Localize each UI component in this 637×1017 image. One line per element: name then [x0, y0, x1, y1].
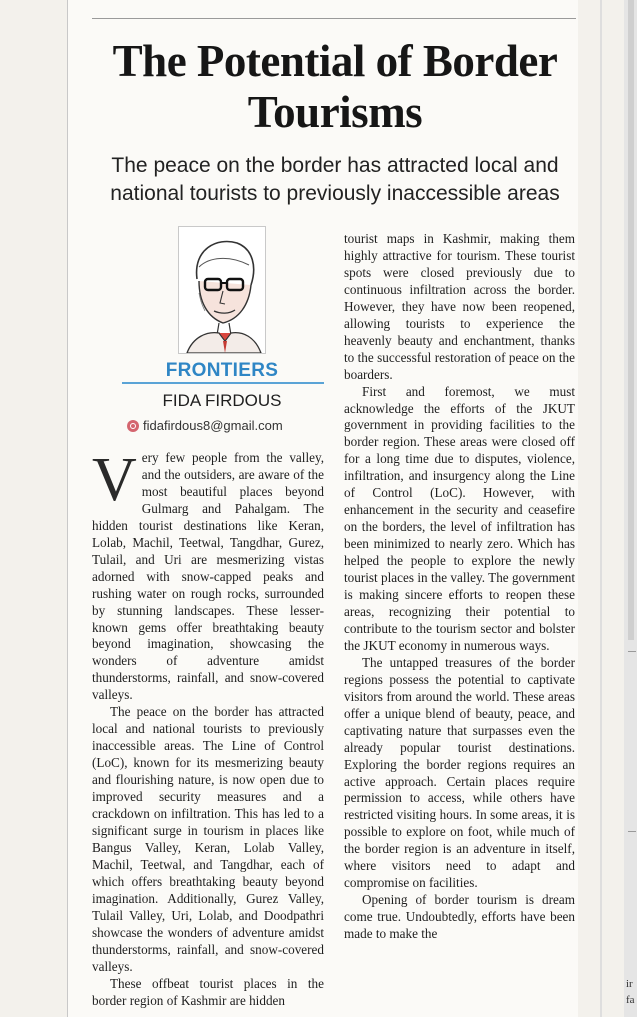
paragraph-text: ery few people from the valley, and the outsiders, are aware of the most beautiful places beyond Gulmarg and Pahalgam. The hidden tourist destinations like Keran, Lolab, Machil, Teetwal, Tangdhar, Gurez, Tulail, and Uri are mesmerizing vistas adorned with snow-capped peaks and rushing water on rough rocks, surrounded by stunning landscapes. These lesser-known gems offer breathtaking beauty beyond imagination, showcasing the wonders of adventure amidst thunderstorms, rainfall, and snow-covered valleys. — [92, 450, 324, 703]
portrait-sketch — [179, 227, 265, 353]
adjacent-dash — [628, 831, 636, 832]
adjacent-text-fragment: fa — [626, 994, 635, 1006]
deck-subheadline: The peace on the border has attracted local and national tourists to previously inaccessible areas — [110, 154, 560, 205]
adjacent-page-edge — [624, 0, 637, 1017]
column-section-label: FRONTIERS — [165, 360, 279, 381]
column-divider-left — [67, 0, 68, 1017]
paragraph: The peace on the border has attracted local and national tourists to previously inaccessible areas. The Line of Control (LoC), known for its mesmerizing beauty and flourishing nature, is now open due to improved security measures and a crackdown on infiltration. This has led to a significant surge in tourism in places like Bangus Valley, Keran, Lolab Valley, Machil, Teetwal, and Tangdhar, each of which offers breathtaking beauty beyond imagination. Additionally, Gurez Valley, Tulail Valley, Uri, Lolab, and Doodpathri showcase the wonders of adventure amidst thunderstorms, rainfall, and snow-covered valleys. — [92, 704, 324, 974]
drop-cap: V — [92, 450, 137, 514]
adjacent-page-shade — [628, 0, 634, 640]
column-divider-right — [600, 0, 602, 1017]
paragraph: First and foremost, we must acknowledge the efforts of the JKUT government in providing facilities to the border region. These areas were closed off for a long time due to disputes, violence, infiltration, and insurgency along the Line of Control (LoC). However, with enhancement in the security and ceasefire on the borders, the level of infiltration has been minimized to nearly zero. Which has helped the people to explore the newly tourist places in the valley. The government is making sincere efforts to reopen these areas, recognizing their potential to contribute to the tourism sector and bolster the JKUT economy in numerous ways. — [344, 383, 575, 653]
paragraph: These offbeat tourist places in the border region of Kashmir are hidden — [92, 975, 324, 1008]
author-byline: FIDA FIRDOUS — [162, 391, 282, 410]
author-email-row — [127, 418, 327, 433]
adjacent-text-fragment: ir — [626, 978, 633, 990]
paragraph — [92, 450, 324, 704]
section-rule — [122, 382, 324, 384]
paragraph: The untapped treasures of the border regions possess the potential to captivate visitors from around the world. These areas offer a unique blend of beauty, peace, and captivating nature that surpasses even the already popular tourist destinations. Exploring the border regions requires an active approach. Certain places require permission to access, while others have restricted visiting hours. In some areas, it is possible to explore on foot, while much of the border region is an adventure in itself, where visitors need to adapt and compromise on facilities. — [344, 654, 575, 891]
email-at-icon — [127, 420, 139, 432]
author-portrait-illustration — [178, 226, 266, 354]
paragraph: tourist maps in Kashmir, making them highly attractive for tourism. These tourist spots were closed previously due to continuous infiltration across the border. However, they have now been reopened, allowing tourists to experience the heavenly beauty and enchantment, thanks to the successful restoration of peace on the boarders. — [344, 231, 575, 382]
article-column-left — [92, 450, 324, 1017]
paragraph: Opening of border tourism is dream come true. Undoubtedly, efforts have been made to make the — [344, 892, 575, 942]
article-column-right — [344, 231, 575, 1017]
adjacent-dash — [628, 651, 636, 652]
author-email: fidafirdous8@gmail.com — [143, 418, 283, 433]
headline: The Potential of Border Tourisms — [112, 36, 558, 137]
top-rule — [92, 18, 576, 19]
